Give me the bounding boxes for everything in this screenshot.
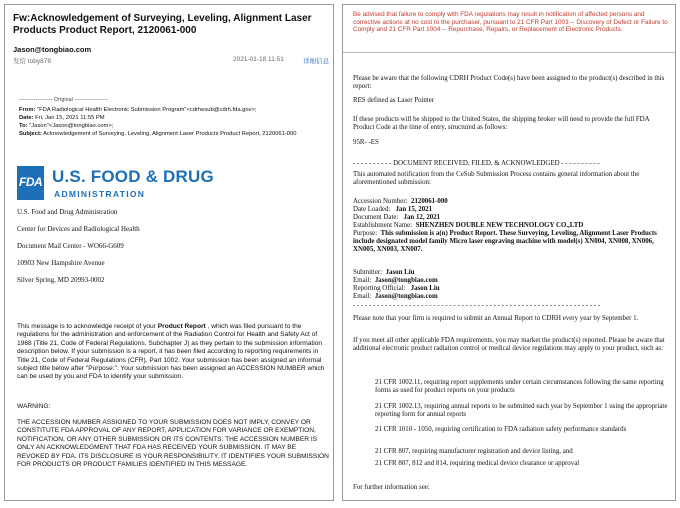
address-line: U.S. Food and Drug Administration — [17, 208, 118, 216]
further-info-note: For further information see: — [353, 484, 430, 491]
fda-subtitle: ADMINISTRATION — [54, 189, 146, 199]
purpose: Purpose: This submission is a(n) Product Report. These Surveying, Leveling, Alignment Laser Products include designated model family Micro laser engraving machine with model(s) XN004, XN008, XN006, XN005, XN003, XN007. — [353, 230, 657, 254]
accession-number: Accession Number: 2120061-000 — [353, 198, 448, 205]
document-received-banner: - - - - - - - - - - DOCUMENT RECEIVED, FILED, & ACKNOWLEDGED - - - - - - - - - - — [353, 160, 600, 167]
details-link[interactable]: 详细信息 — [303, 58, 329, 65]
address-line: 10903 New Hampshire Avenue — [17, 259, 105, 267]
accession-number-value: 2120061-000 — [411, 198, 448, 205]
original-date — [19, 115, 319, 122]
acknowledgement-paragraph — [17, 323, 329, 382]
recipient-line: 发给 toby878 — [13, 58, 51, 65]
address-line: Silver Spring, MD 20993-0002 — [17, 276, 105, 284]
annual-report-note: Please note that your firm is required to submit an Annual Report to CDRH every year by September 1. — [353, 315, 639, 322]
product-code: 95R- -ES — [353, 139, 379, 146]
divider — [343, 52, 675, 53]
original-separator: ------------------ Original ------------------ — [19, 97, 109, 103]
document-date-value: Jan 12, 2021 — [403, 214, 441, 221]
cdrh-codes-note: Please be aware that the following CDRH Product Code(s) have been assigned to the product(s) described in this report: — [353, 75, 665, 91]
fda-logo-text: FDA — [19, 175, 43, 189]
subject-label: Subject: — [19, 131, 42, 137]
cfr-item: 21 CFR 1010 - 1050, requiring certification to FDA radiation safety performance standards — [375, 426, 627, 433]
date-loaded: Date Loaded: Jan 15, 2021 — [353, 206, 433, 213]
ack-report-type: Product Report — [157, 323, 206, 330]
ack-text: This message is to acknowledge receipt of your — [17, 323, 158, 330]
cfr-item: 21 CFR 807, 812 and 814, requiring medical device clearance or approval — [375, 460, 580, 467]
dashed-separator: - - - - - - - - - - - - - - - - - - - - - - - - - - - - - - - - - - - - - - - - - - - - - - - - - - - - - - - - - - - - - - — [353, 302, 601, 309]
ack-text-rest: , which was filed pursuant to the regulations for the administration and enforcement of the Radiation Control for Health and Safety Act of 1968 (Title 21, Code of Federal Regulations, Subchapter J) as they pertain to the submission information description below. If your submission is a report, it has been filed according to reporting requirements in Title 21, Code of Federal Regulations (CFR), Part 1002. Your submission has been assigned an informal subject title below after "Purpose:". Your submission has been assigned an ACCESSION NUMBER which can be used by you and FDA to identify your submission. — [17, 323, 325, 381]
sent-date: 2021-01-18 11:51 — [233, 56, 284, 63]
shipping-note: If these products will be shipped to the United States, the shipping broker will need to provide the full FDA Product Code at the time of entry, structured as follows: — [353, 116, 650, 132]
address-line: Center for Devices and Radiological Health — [17, 225, 140, 233]
document-date: Document Date: Jan 12, 2021 — [353, 214, 441, 221]
warning-paragraph: THE ACCESSION NUMBER ASSIGNED TO YOUR SUBMISSION DOES NOT IMPLY, CONVEY OR CONSTITUTE FDA APPROVAL OF ANY REPORT, APPLICATION FOR VARIANCE OR EXEMPTION, NOTIFICATION, OR ANY OTHER SUBMISSION OR ITS CONTENTS. THE ACCESSION NUMBER IS ONLY AN ACKNOWLEDGMENT THAT FDA HAS RECEIVED YOUR SUBMISSION. IT MAY BE REVOKED BY FDA. ITS DISCLOSURE IS YOUR RESPONSIBILITY. IT IDENTIFIES YOUR SUBMISSION FOR PRODUCTS OR PRODUCT FAMILIES IDENTIFIED IN THIS MESSAGE. — [17, 419, 329, 469]
original-subject — [19, 131, 319, 138]
original-to — [19, 123, 319, 130]
automated-notification-note: This automated notification from the CeSub Submission Process contains general information about the aforementioned submission: — [353, 171, 640, 187]
date-loaded-value: Jan 15, 2021 — [395, 206, 433, 213]
email-left-panel — [4, 4, 334, 501]
letter-right-panel — [342, 4, 676, 501]
from-label: From: — [19, 107, 36, 113]
compliance-warning: Be advised that failure to comply with FDA regulations may result in notification of affected persons and corrective actions at no cost to the purchaser, pursuant to 21 CFR Part 1003 -- Discovery of Defect or Failure to Comply and 21 CFR Part 1004 -- Repurchase, Repairs, or Replacement of Electronic Products. — [353, 11, 668, 34]
reporting-official-value: Jason Liu — [410, 285, 440, 292]
address-line: Document Mail Center - WO66-G609 — [17, 242, 124, 250]
original-from — [19, 107, 319, 114]
market-note: If you meet all other applicable FDA requirements, you may market the product(s) reported. Please be aware that additional electronic product radiation control or medical device regulations may apply to your product, such as: — [353, 337, 665, 353]
establishment-name-value: SHENZHEN DOUBLE NEW TECHNOLOGY CO.,LTD — [415, 222, 584, 229]
submitter-email-value: Jason@tongbiao.com — [374, 277, 438, 284]
reporting-official-email: Email: Jason@tongbiao.com — [353, 293, 438, 300]
date-label: Date: — [19, 115, 34, 121]
date-value: Fri, Jan 15, 2021 11:55 PM — [35, 115, 105, 121]
sender-email[interactable]: Jason@tongbiao.com — [13, 45, 92, 54]
reporting-official-email-value: Jason@tongbiao.com — [374, 293, 438, 300]
cfr-item: 21 CFR 807, requiring manufacturer registration and device listing, and — [375, 448, 573, 455]
product-code-definition: RES defined as Laser Pointer — [353, 97, 435, 104]
cfr-item: 21 CFR 1002.11, requiring report supplements under certain circumstances following the same reporting forms as used for product reports on your products — [375, 379, 664, 395]
to-label: To: — [19, 123, 28, 129]
email-subject: Fw:Acknowledgement of Surveying, Leveling, Alignment Laser Products Product Report, 2120061-000 — [13, 13, 312, 36]
cfr-item: 21 CFR 1002.13, requiring annual reports to be submitted each year by September 1 using the appropriate reporting form for annual reports — [375, 403, 668, 419]
warning-label: WARNING: — [17, 403, 51, 410]
reporting-official: Reporting Official: Jason Liu — [353, 285, 440, 292]
establishment-name: Establishment Name: SHENZHEN DOUBLE NEW TECHNOLOGY CO.,LTD — [353, 222, 584, 229]
submitter: Submitter: Jason Liu — [353, 269, 415, 276]
purpose-value: This submission is a(n) Product Report. These Surveying, Leveling, Alignment Laser Products include designated model family Micro laser engraving machine with model(s) XN004, XN008, XN006, XN005, XN003, XN007. — [353, 230, 657, 254]
subject-value: Acknowledgement of Surveying, Leveling, Alignment Laser Products Product Report, 2120061-000 — [43, 131, 297, 137]
from-value: "FDA Radiological Health Electronic Submission Program"<cdrhesub@cdrh.fda.gov>; — [37, 107, 257, 113]
submitter-email: Email: Jason@tongbiao.com — [353, 277, 438, 284]
to-value: "Jason"<Jason@tongbiao.com>; — [29, 123, 114, 129]
fda-title: U.S. FOOD & DRUG — [52, 167, 214, 186]
fda-logo-icon — [17, 166, 44, 200]
submitter-value: Jason Liu — [385, 269, 415, 276]
